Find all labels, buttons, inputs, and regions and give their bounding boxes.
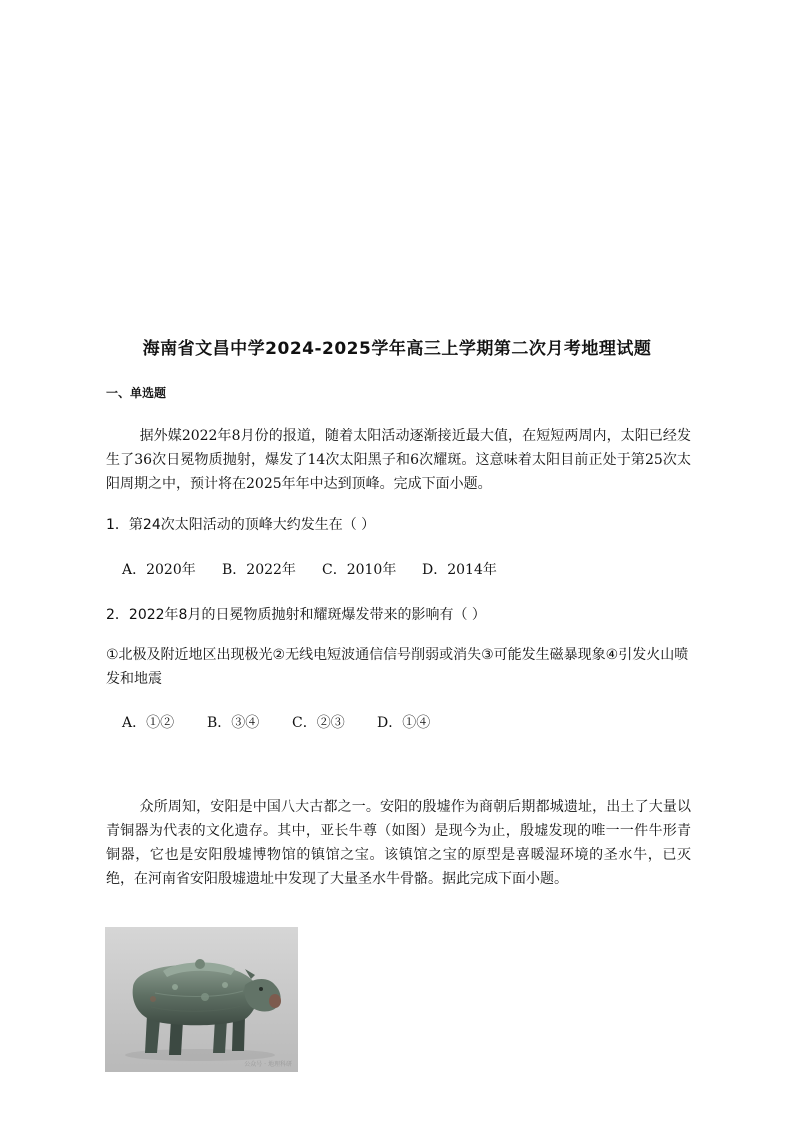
- passage-anyang: 众所周知，安阳是中国八大古都之一。安阳的殷墟作为商朝后期都城遗址，出土了大量以青铜器为代表的文化遗存。其中，亚长牛尊（如图）是现今为止，殷墟发现的唯一一件牛形青铜器，它也是安阳殷墟博物馆的镇馆之宝。该镇馆之宝的原型是喜暖湿环境的圣水牛，已灭绝，在河南省安阳殷墟遗址中发现了大量圣水牛骨骼。据此完成下面小题。: [106, 799, 691, 887]
- question-1-options: [122, 559, 522, 579]
- option-a: A．①②: [122, 715, 175, 731]
- question-2-options: [122, 712, 462, 732]
- passage-solar-activity: 据外媒2022年8月份的报道，随着太阳活动逐渐接近最大值，在短短两周内，太阳已经发生了36次日冕物质抛射，爆发了14次太阳黑子和6次耀斑。这意味着太阳目前正处于第25次太阳周期之中，预计将在2025年年中达到顶峰。完成下面小题。: [106, 428, 691, 492]
- option-c: C．2010年: [322, 562, 397, 578]
- option-b: B．2022年: [222, 562, 296, 578]
- section-heading: 一、单选题: [106, 386, 167, 400]
- option-d: D．2014年: [422, 562, 497, 578]
- option-c: C．②③: [292, 715, 345, 731]
- bronze-ox-zun-photo: [105, 927, 298, 1072]
- option-a: A．2020年: [122, 562, 196, 578]
- question-2: 2．2022年8月的日冕物质抛射和耀斑爆发带来的影响有（ ）: [106, 607, 486, 623]
- option-d: D．①④: [377, 715, 431, 731]
- option-b: B．③④: [207, 715, 260, 731]
- question-1: 1．第24次太阳活动的顶峰大约发生在（ ）: [106, 517, 376, 533]
- image-watermark: 公众号 · 地理科研: [244, 1061, 292, 1068]
- bronze-ox-illustration: [105, 927, 298, 1072]
- question-2-statements: ①北极及附近地区出现极光②无线电短波通信信号削弱或消失③可能发生磁暴现象④引发火山喷发和地震: [106, 647, 689, 687]
- exam-title: 海南省文昌中学2024-2025学年高三上学期第二次月考地理试题: [142, 339, 652, 359]
